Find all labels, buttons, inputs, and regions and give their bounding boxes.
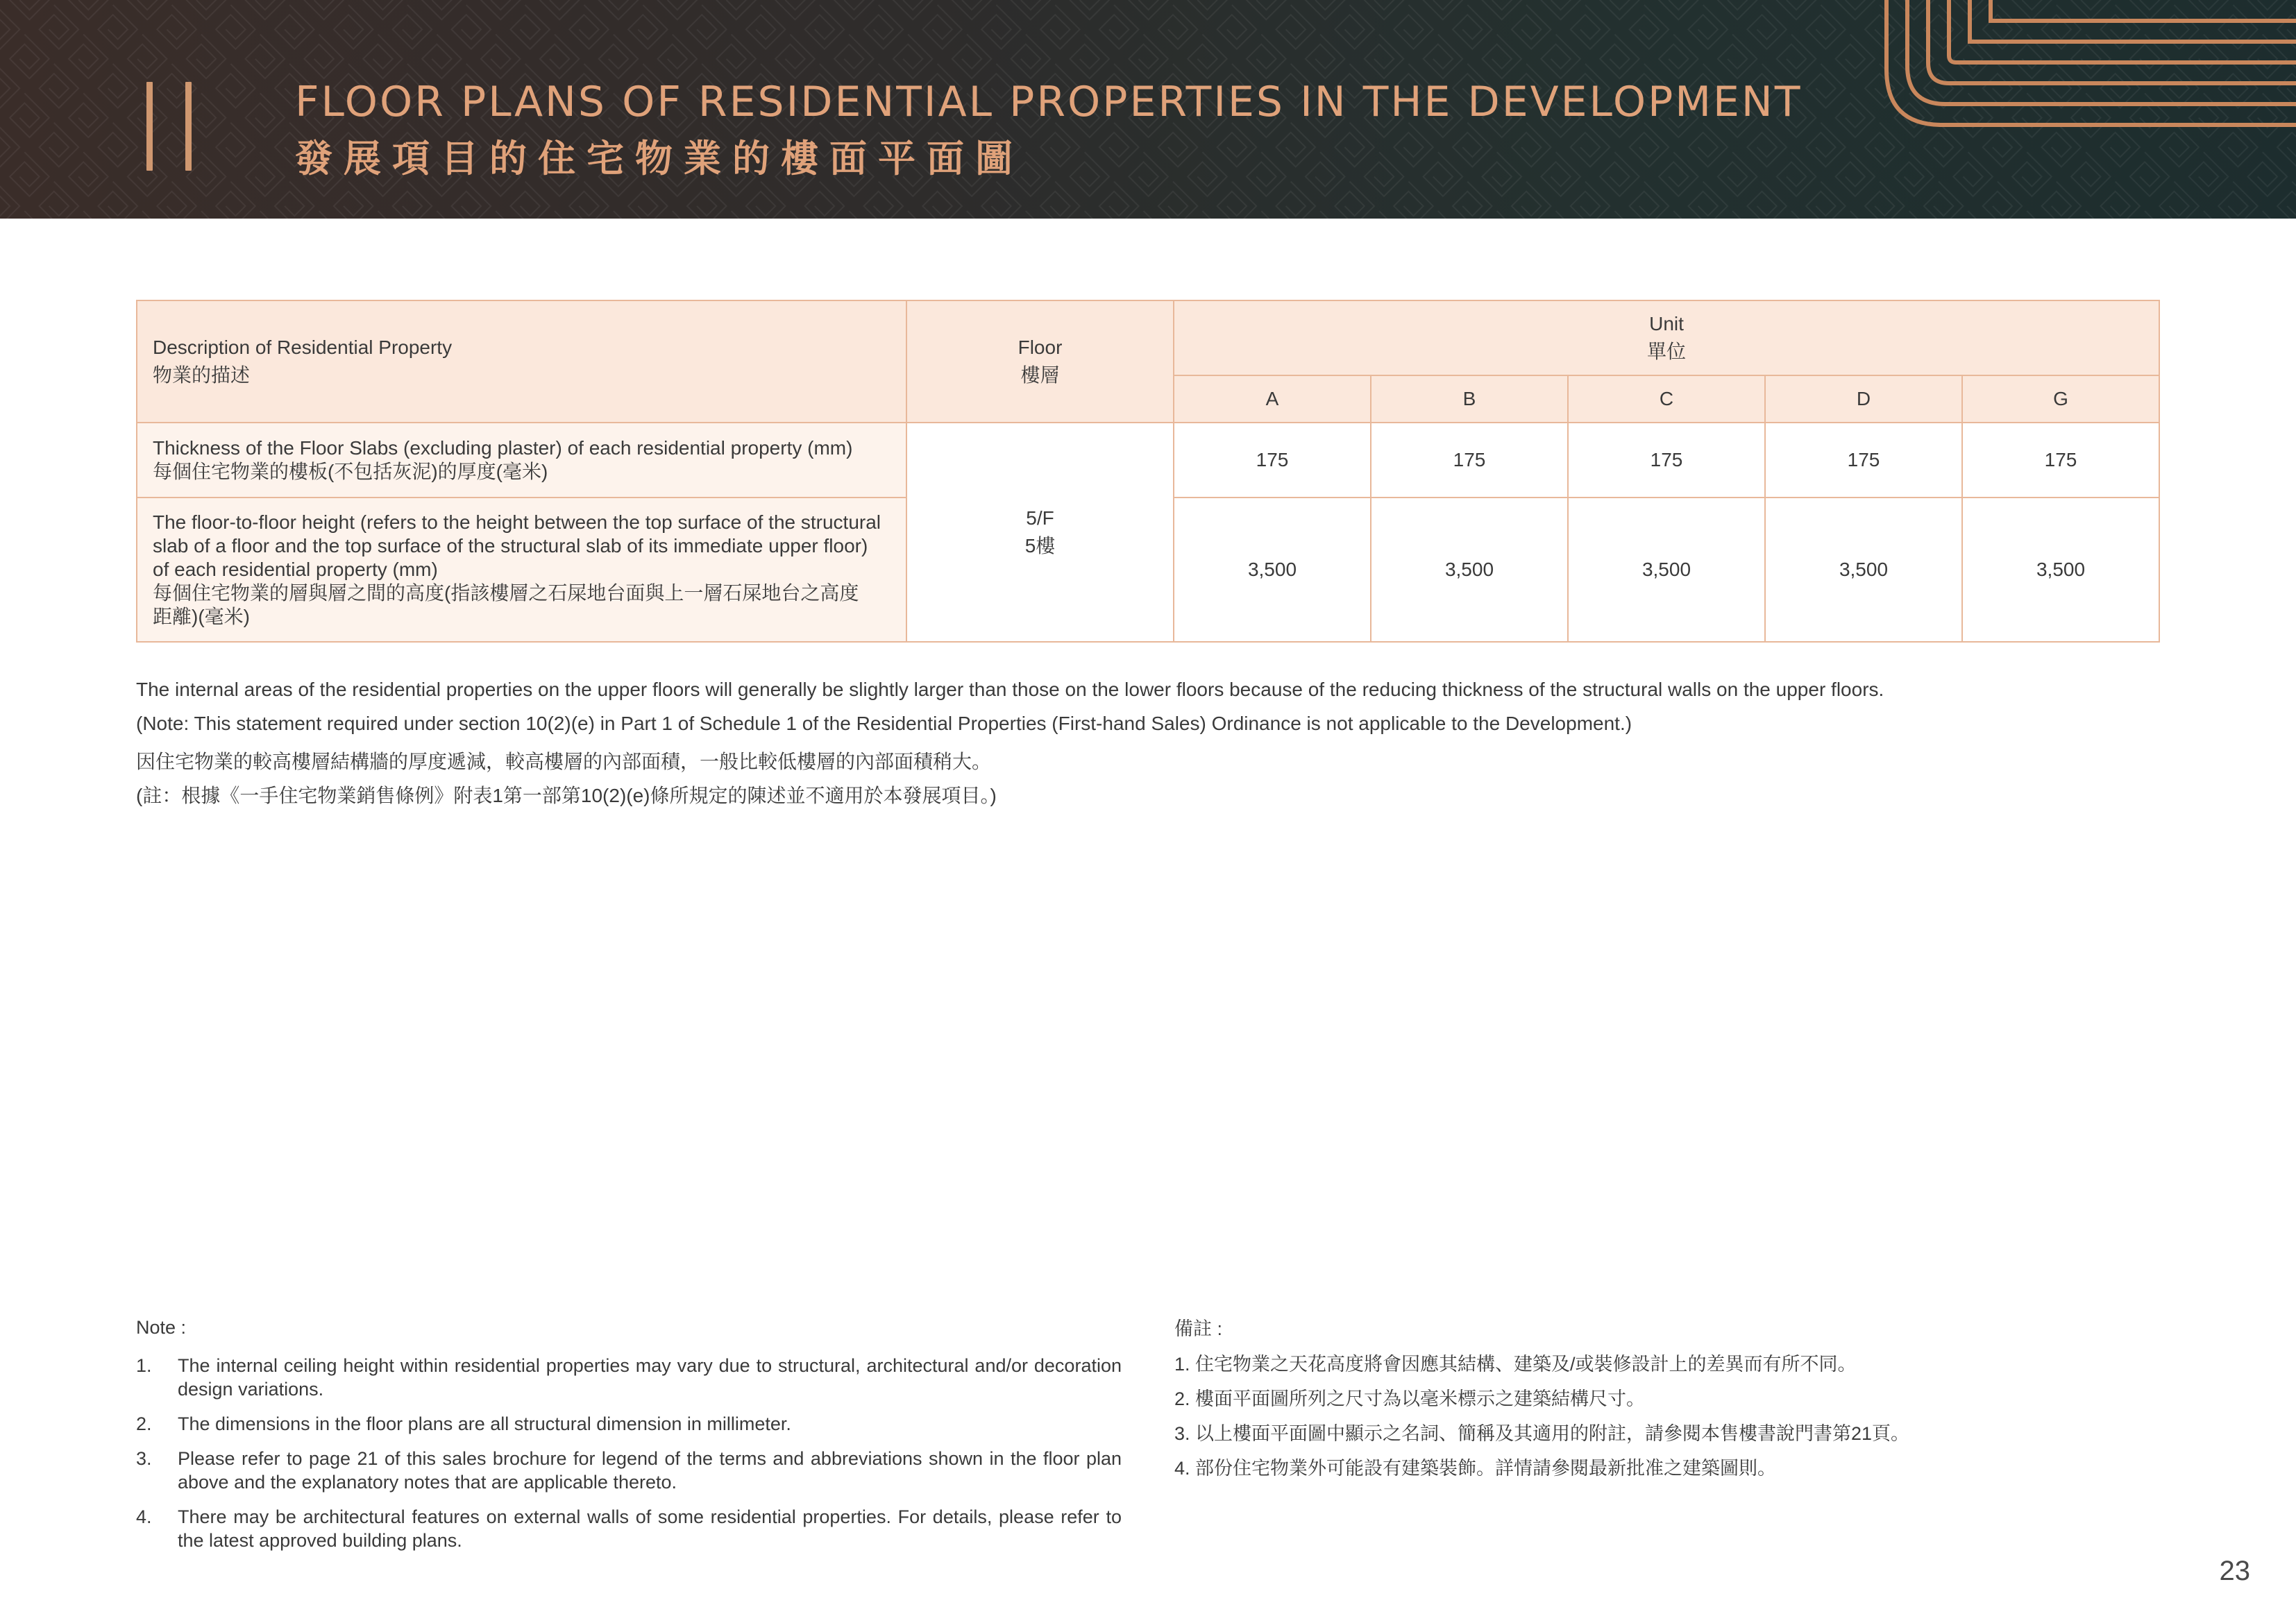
row-description-en: of each residential property (mm) bbox=[153, 559, 438, 580]
notes-zh-title: 備註 : bbox=[1174, 1318, 1223, 1339]
row-description-zh: 每個住宅物業的樓板(不包括灰泥)的厚度(毫米) bbox=[153, 461, 548, 482]
notes-zh bbox=[1174, 1314, 1909, 1490]
row-description-en: Thickness of the Floor Slabs (excluding plaster) of each residential property (mm) bbox=[153, 437, 853, 459]
unit-col-header: A bbox=[1174, 375, 1371, 423]
note-item-zh: 1. 住宅物業之天花高度將會因應其結構、建築及/或裝修設計上的差異而有所不同。 bbox=[1174, 1354, 1857, 1375]
floor-value-zh: 5樓 bbox=[1024, 535, 1056, 556]
note-text: Please refer to page 21 of this sales brochure for legend of the terms and abbreviations shown in the floor plan above and the explanatory notes that are applicable thereto. bbox=[178, 1448, 1122, 1493]
floor-value-en: 5/F bbox=[1026, 507, 1054, 529]
row-description bbox=[137, 498, 906, 642]
decorative-arcs bbox=[1880, 0, 2296, 149]
unit-header bbox=[1174, 300, 2159, 375]
note-number: 1. bbox=[136, 1355, 152, 1376]
note-text: The internal ceiling height within residential properties may vary due to structural, architectural and/or decoration design variations. bbox=[178, 1355, 1122, 1400]
floor-cell bbox=[906, 423, 1174, 642]
statement-en-1: The internal areas of the residential properties on the upper floors will generally be slightly larger than those on the lower floors because of the reducing thickness of the structural walls on the upper floors. bbox=[136, 679, 1884, 700]
floor-header-zh: 樓層 bbox=[1020, 364, 1060, 386]
note-text: The dimensions in the floor plans are all structural dimension in millimeter. bbox=[178, 1413, 791, 1434]
note-number: 2. bbox=[136, 1413, 152, 1434]
notes-en bbox=[136, 1317, 1122, 1563]
page-title-zh: 發展項目的住宅物業的樓面平面圖 bbox=[295, 137, 1024, 180]
statement-zh-2: (註：根據《一手住宅物業銷售條例》附表1第一部第10(2)(e)條所規定的陳述並不適用於本發展項目。) bbox=[136, 785, 997, 806]
value-cell: 175 bbox=[1765, 423, 1962, 498]
value-cell: 175 bbox=[1568, 423, 1765, 498]
statement-en-2: (Note: This statement required under section 10(2)(e) in Part 1 of Schedule 1 of the Residential Properties (First-hand Sales) Ordinance is not applicable to the Development.) bbox=[136, 713, 1632, 734]
note-item-zh: 2. 樓面平面圖所列之尺寸為以毫米標示之建築結構尺寸。 bbox=[1174, 1388, 1646, 1409]
page-title-en: FLOOR PLANS OF RESIDENTIAL PROPERTIES IN THE DEVELOPMENT bbox=[295, 78, 1803, 126]
note-item bbox=[136, 1447, 1122, 1494]
unit-col-header: G bbox=[1962, 375, 2159, 423]
value-cell: 3,500 bbox=[1568, 498, 1765, 642]
value-cell: 3,500 bbox=[1371, 498, 1568, 642]
note-item bbox=[136, 1354, 1122, 1401]
floor-header bbox=[906, 300, 1174, 423]
statement-zh-1: 因住宅物業的較高樓層結構牆的厚度遞減，較高樓層的內部面積，一般比較低樓層的內部面積稍大。 bbox=[136, 751, 992, 772]
note-item bbox=[136, 1412, 1122, 1436]
value-cell: 175 bbox=[1371, 423, 1568, 498]
unit-col-header: D bbox=[1765, 375, 1962, 423]
value-cell: 3,500 bbox=[1765, 498, 1962, 642]
unit-col-header: B bbox=[1371, 375, 1568, 423]
row-description bbox=[137, 423, 906, 498]
unit-header-zh: 單位 bbox=[1647, 341, 1687, 362]
description-header bbox=[137, 300, 906, 423]
value-cell: 3,500 bbox=[1962, 498, 2159, 642]
floor-spec-table bbox=[136, 300, 2160, 643]
page-number: 23 bbox=[2219, 1556, 2250, 1586]
note-item-zh: 4. 部份住宅物業外可能設有建築裝飾。詳情請參閱最新批准之建築圖則。 bbox=[1174, 1458, 1777, 1479]
description-header-en: Description of Residential Property bbox=[153, 337, 453, 358]
chapter-number-mark bbox=[142, 82, 198, 172]
value-cell: 175 bbox=[1174, 423, 1371, 498]
note-number: 4. bbox=[136, 1506, 152, 1527]
note-text: There may be architectural features on external walls of some residential properties. For details, please refer to the latest approved building plans. bbox=[178, 1506, 1122, 1551]
value-cell: 175 bbox=[1962, 423, 2159, 498]
note-item-zh: 3. 以上樓面平面圖中顯示之名詞、簡稱及其適用的附註，請參閱本售樓書說門書第21頁。 bbox=[1174, 1423, 1910, 1444]
note-number: 3. bbox=[136, 1448, 152, 1469]
floor-header-en: Floor bbox=[1018, 337, 1063, 358]
row-description-en: slab of a floor and the top surface of the structural slab of its immediate upper floor) bbox=[153, 535, 868, 556]
row-description-en: The floor-to-floor height (refers to the height between the top surface of the structural bbox=[153, 511, 881, 533]
note-item bbox=[136, 1505, 1122, 1552]
row-description-zh: 距離)(毫米) bbox=[153, 606, 250, 627]
table-row bbox=[137, 423, 2159, 498]
value-cell: 3,500 bbox=[1174, 498, 1371, 642]
description-header-zh: 物業的描述 bbox=[153, 364, 251, 386]
row-description-zh: 每個住宅物業的層與層之間的高度(指該樓層之石屎地台面與上一層石屎地台之高度 bbox=[153, 582, 859, 604]
header-banner bbox=[0, 0, 2296, 219]
unit-header-en: Unit bbox=[1649, 313, 1684, 334]
notes-en-title: Note : bbox=[136, 1317, 187, 1338]
unit-col-header: C bbox=[1568, 375, 1765, 423]
